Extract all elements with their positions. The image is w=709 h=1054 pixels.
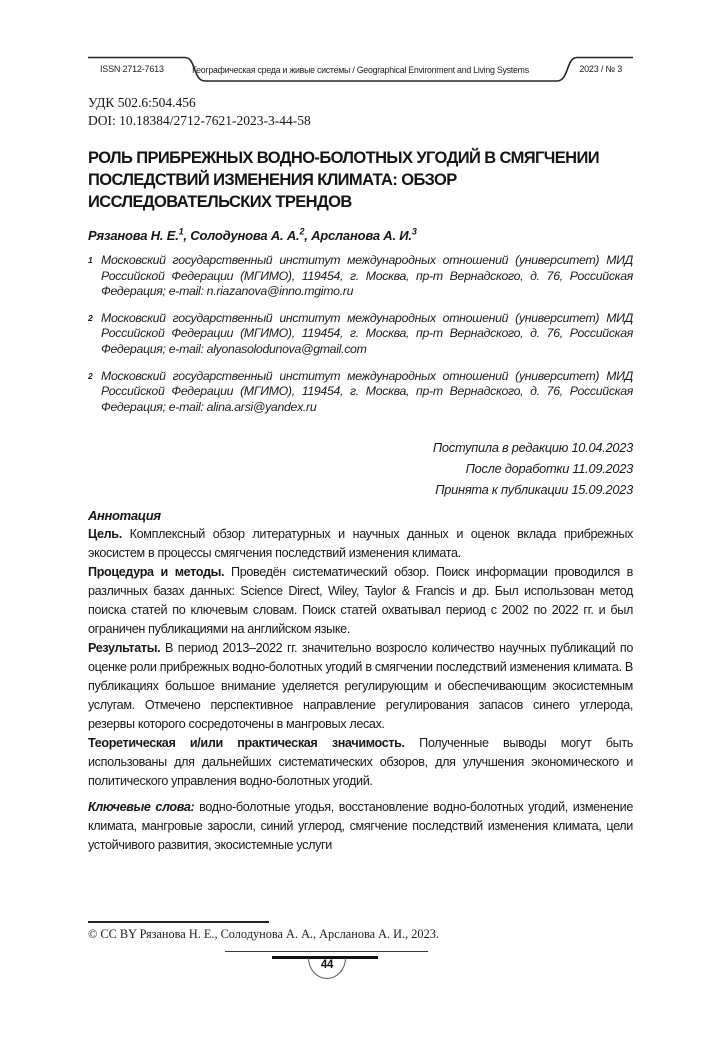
affiliation-1 (88, 253, 633, 300)
date-accepted: Принята к публикации 15.09.2023 (435, 482, 633, 497)
issn-label: ISSN 2712-7613 (100, 64, 164, 74)
abstract-aim-label: Цель. (88, 527, 122, 541)
doi-code: DOI: 10.18384/2712-7621-2023-3-44-58 (88, 113, 311, 128)
author-2 (190, 228, 311, 243)
affiliation-3-text: Московский государственный институт международных отношений (университет) МИД Российской Федерации (МГИМО), 119454, г. Москва, пр-т Вернадского, д. 76, Российская Федерация; e-mail: alina.arsi@yandex.ru (101, 368, 633, 414)
journal-header (88, 55, 633, 85)
author-3-name: Арсланова А. И. (311, 228, 412, 244)
page-number: 44 (320, 959, 334, 971)
affiliation-3-mark: 2 (88, 370, 93, 381)
abstract-heading: Аннотация (88, 508, 161, 523)
abstract-significance (88, 734, 633, 791)
abstract-aim-text: Комплексный обзор литературных и научных данных и оценок вклада прибрежных экосистем в процессы смягчения последствий изменения климата. (88, 527, 633, 560)
affiliation-2-mark: 2 (88, 312, 93, 323)
author-1 (88, 228, 190, 243)
abstract-methods-label: Процедура и методы. (88, 565, 225, 579)
article-title: РОЛЬ ПРИБРЕЖНЫХ ВОДНО-БОЛОТНЫХ УГОДИЙ В СМЯГЧЕНИИ ПОСЛЕДСТВИЙ ИЗМЕНЕНИЯ КЛИМАТА: ОБЗОР ИССЛЕДОВАТЕЛЬСКИХ ТРЕНДОВ (88, 149, 600, 211)
copyright-line: © CC BY Рязанова Н. Е., Солодунова А. А., Арсланова А. И., 2023. (88, 927, 439, 941)
abstract-results-label: Результаты. (88, 641, 161, 655)
date-received: Поступила в редакцию 10.04.2023 (432, 440, 633, 455)
abstract-results-text: В период 2013–2022 гг. значительно возросло количество научных публикаций по оценке роли прибрежных водно-болотных угодий в смягчении последствий изменения климата. В публикациях большое внимание уделяется регулирующим и обеспечивающим экосистемным услугам. Отмечено перспективное направление регулирования запасов синего углерода, резервы которого сосредоточены в мангровых лесах. (88, 641, 633, 731)
submission-dates (88, 437, 633, 500)
abstract-significance-text: Полученные выводы могут быть использованы для дальнейших систематических обзоров, для улучшения экономического и политического управления водно-болотных угодий. (88, 736, 633, 788)
affiliation-1-mark: 1 (88, 255, 93, 265)
affiliation-1-text: Московский государственный институт международных отношений (университет) МИД Российской Федерации (МГИМО), 119454, г. Москва, пр-т Вернадского, д. 76, Российская Федерация; e-mail: n.riazanova@inno.mgimo.ru (101, 253, 633, 299)
keywords-paragraph (88, 798, 633, 855)
footer-rule-thin (225, 951, 428, 952)
author-2-affil-mark: 2 (299, 227, 305, 237)
author-separator: , (183, 228, 191, 244)
udc-code: УДК 502.6:504.456 (88, 95, 196, 110)
abstract-methods-text: Проведён систематический обзор. Поиск информации проводился в различных базах данных: Science Direct, Wiley, Taylor & Francis и др. Был использован метод поиска статей по ключевым словам. Поиск статей охватывал период с 2002 по 2022 гг. и был ограничен публикациями на английском языке. (88, 565, 633, 636)
abstract (88, 506, 633, 855)
affiliation-2-text: Московский государственный институт международных отношений (университет) МИД Российской Федерации (МГИМО), 119454, г. Москва, пр-т Вернадского, д. 76, Российская Федерация; e-mail: alyonasolodunova@gmail.com (101, 310, 633, 356)
keywords-label: Ключевые слова: (88, 800, 195, 814)
abstract-results (88, 639, 633, 734)
copyright-divider (88, 921, 269, 923)
author-1-affil-mark: 1 (178, 227, 184, 237)
affiliation-3 (88, 369, 633, 416)
author-1-name: Рязанова Н. Е. (88, 228, 179, 244)
author-3-affil-mark: 3 (411, 227, 417, 237)
journal-name: Географическая среда и живые системы / Geographical Environment and Living Systems (192, 65, 529, 75)
keywords-text: водно-болотные угодья, восстановление водно-болотных угодий, изменение климата, мангровые заросли, синий углерод, смягчение последствий изменения климата, цели устойчивого развития, экосистемные услуги (88, 800, 633, 852)
affiliations (88, 253, 633, 426)
authors-line (88, 227, 633, 243)
author-3 (311, 228, 417, 243)
author-2-name: Солодунова А. А. (190, 228, 300, 244)
affiliation-2 (88, 311, 633, 358)
abstract-methods (88, 563, 633, 639)
issue-label: 2023 / № 3 (579, 64, 622, 74)
author-separator: , (304, 228, 312, 244)
abstract-significance-label: Теоретическая и/или практическая значимость. (88, 736, 405, 750)
abstract-aim (88, 525, 633, 563)
date-revised: После доработки 11.09.2023 (465, 461, 633, 476)
